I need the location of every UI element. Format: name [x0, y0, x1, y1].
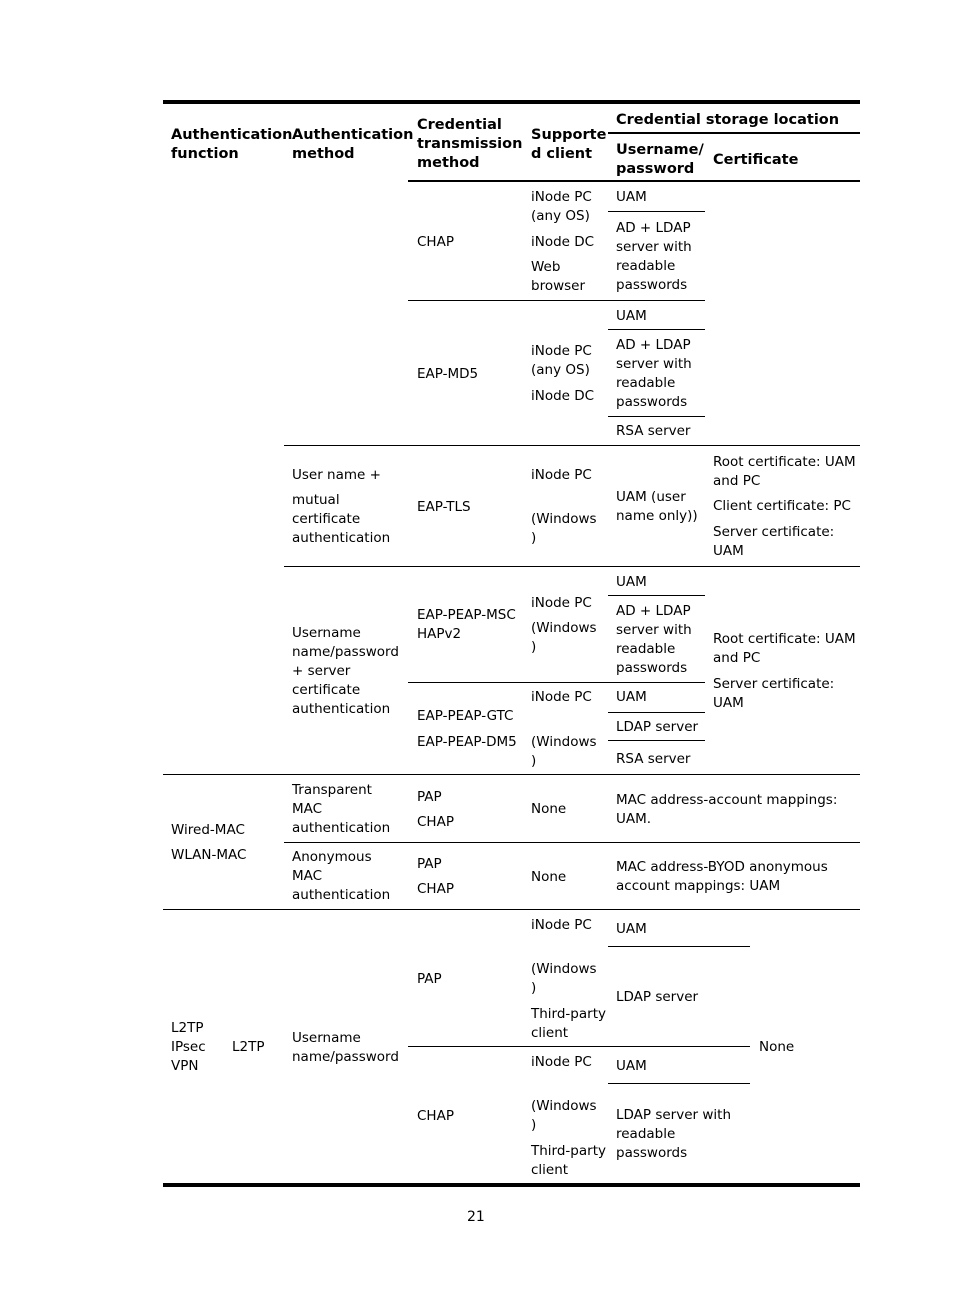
cell-method: Anonymous MAC authentication: [292, 849, 391, 903]
header-auth-function: Authentication function: [171, 127, 293, 162]
cell-trans: PAP: [417, 789, 442, 805]
cell-storage: LDAP server: [616, 719, 699, 735]
cell-method: mutual certificate authentication: [292, 492, 391, 546]
divider: [608, 329, 705, 330]
cell-client: iNode PC: [531, 689, 592, 705]
cell-storage: UAM: [616, 308, 647, 324]
cell-certificate: Server certificate: UAM: [713, 676, 835, 711]
cell-function: L2TP IPsec VPN: [171, 1020, 206, 1074]
divider: [608, 712, 705, 713]
header-auth-method: Authentication method: [292, 127, 414, 162]
cell-function: L2TP: [232, 1039, 265, 1055]
header-storage-location: Credential storage location: [616, 112, 840, 128]
cell-client: (Windows ): [531, 1098, 597, 1133]
divider: [408, 682, 705, 683]
cell-certificate: None: [759, 1039, 795, 1055]
divider: [284, 842, 860, 843]
cell-client: Web browser: [531, 259, 586, 294]
cell-storage: UAM: [616, 921, 647, 937]
cell-function: WLAN-MAC: [171, 847, 247, 863]
table-top-rule: [163, 100, 860, 104]
page-number: 21: [467, 1209, 485, 1225]
cell-storage: MAC address-account mappings: UAM.: [616, 792, 838, 827]
cell-trans: EAP-MD5: [417, 366, 479, 382]
cell-certificate: Root certificate: UAM and PC: [713, 454, 856, 489]
cell-function: Wired-MAC: [171, 822, 245, 838]
divider: [608, 1083, 750, 1084]
cell-client: (Windows ): [531, 961, 597, 996]
divider: [608, 740, 705, 741]
cell-trans: CHAP: [417, 814, 454, 830]
header-supported-client: Supporte d client: [531, 127, 607, 162]
divider: [608, 211, 705, 212]
cell-method: Username name/password + server certificate authentication: [292, 625, 399, 717]
cell-client: iNode PC: [531, 467, 592, 483]
cell-method: User name +: [292, 467, 381, 483]
cell-storage: MAC address-BYOD anonymous account mappings: UAM: [616, 859, 828, 894]
cell-trans: EAP-PEAP-MSC HAPv2: [417, 607, 516, 642]
cell-client: (Windows ): [531, 734, 597, 769]
cell-client: iNode DC: [531, 388, 595, 404]
divider: [608, 595, 705, 596]
divider: [284, 445, 860, 446]
cell-trans: PAP: [417, 856, 442, 872]
cell-client: iNode PC: [531, 595, 592, 611]
cell-storage: LDAP server: [616, 989, 699, 1005]
cell-client: Third-party client: [531, 1006, 606, 1041]
cell-client: iNode PC: [531, 1054, 592, 1070]
divider: [608, 416, 705, 417]
cell-storage: UAM: [616, 689, 647, 705]
cell-storage: UAM (user name only)): [616, 489, 698, 524]
cell-client: iNode DC: [531, 234, 595, 250]
cell-trans: CHAP: [417, 234, 454, 250]
cell-trans: EAP-TLS: [417, 499, 471, 515]
cell-method: Transparent MAC authentication: [292, 782, 391, 836]
table-bottom-rule: [163, 1183, 860, 1187]
cell-storage: RSA server: [616, 423, 691, 439]
cell-method: Username name/password: [292, 1030, 399, 1065]
cell-certificate: Root certificate: UAM and PC: [713, 631, 856, 666]
divider: [163, 909, 860, 910]
divider: [608, 946, 750, 947]
header-cred-trans: Credential transmission method: [417, 117, 523, 171]
divider: [284, 566, 860, 567]
cell-storage: AD + LDAP server with readable passwords: [616, 220, 692, 293]
cell-client: (Windows ): [531, 511, 597, 546]
cell-certificate: Server certificate: UAM: [713, 524, 835, 559]
storage-header-rule: [608, 132, 860, 134]
cell-client: iNode PC (any OS): [531, 189, 592, 224]
cell-storage: UAM: [616, 1058, 647, 1074]
header-username-password: Username/ password: [616, 142, 704, 177]
cell-storage: LDAP server with readable passwords: [616, 1107, 732, 1161]
cell-trans: EAP-PEAP-GTC: [417, 708, 514, 724]
cell-storage: UAM: [616, 189, 647, 205]
cell-trans: CHAP: [417, 1108, 454, 1124]
cell-trans: CHAP: [417, 881, 454, 897]
cell-client: None: [531, 801, 567, 817]
cell-storage: UAM: [616, 574, 647, 590]
cell-trans: EAP-PEAP-DM5: [417, 734, 517, 750]
cell-client: iNode PC (any OS): [531, 343, 592, 378]
cell-storage: AD + LDAP server with readable passwords: [616, 603, 692, 676]
cell-trans: PAP: [417, 971, 442, 987]
header-certificate: Certificate: [713, 152, 799, 168]
divider: [408, 300, 705, 301]
header-bottom-rule: [408, 180, 860, 182]
cell-storage: RSA server: [616, 751, 691, 767]
cell-client: None: [531, 869, 567, 885]
cell-client: (Windows ): [531, 620, 597, 655]
cell-storage: AD + LDAP server with readable passwords: [616, 337, 692, 410]
divider: [408, 1046, 750, 1047]
cell-client: iNode PC: [531, 917, 592, 933]
divider: [163, 774, 860, 775]
cell-certificate: Client certificate: PC: [713, 498, 851, 514]
cell-client: Third-party client: [531, 1143, 606, 1178]
